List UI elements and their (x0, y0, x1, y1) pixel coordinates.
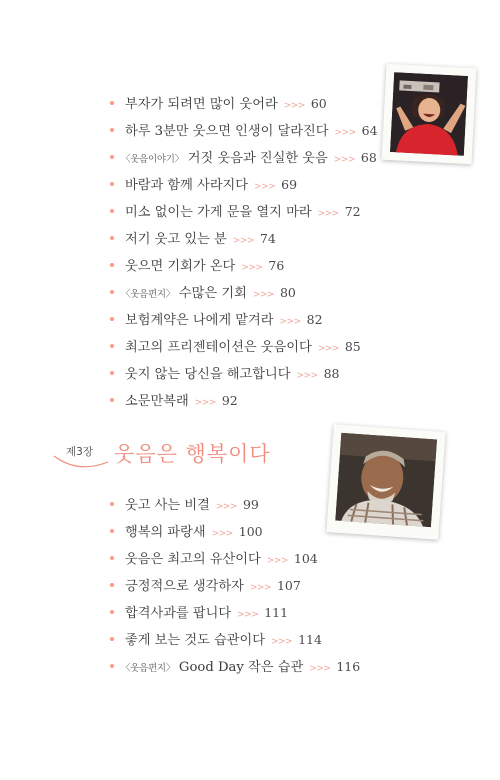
toc-item-prefix: 〈웃음편지〉 (121, 663, 175, 674)
toc-item-prefix: 〈웃음이야기〉 (121, 154, 184, 165)
arrow-icon: >>> (215, 502, 237, 512)
toc-item-page: 76 (268, 258, 285, 273)
toc-item-title: Good Day 작은 습관 (178, 660, 304, 675)
toc-item[interactable] (110, 524, 263, 542)
toc-item-title: 소문만복래 (125, 394, 189, 409)
toc-item-page: 88 (323, 366, 340, 381)
arrow-icon: >>> (237, 610, 259, 620)
toc-item-prefix: 〈웃음편지〉 (121, 289, 175, 300)
toc-item-page: 99 (242, 497, 259, 512)
bullet-icon (110, 556, 114, 560)
arrow-icon: >>> (266, 556, 288, 566)
arrow-icon: >>> (333, 155, 355, 165)
chapter-number: 제3장 (66, 446, 93, 458)
arrow-icon: >>> (252, 290, 274, 300)
arrow-icon: >>> (317, 209, 339, 219)
toc-item-title: 부자가 되려면 많이 웃어라 (125, 97, 278, 112)
bullet-icon (110, 529, 114, 533)
bullet-icon (110, 502, 114, 506)
arrow-icon: >>> (211, 529, 233, 539)
arrow-icon: >>> (309, 664, 331, 674)
toc-item-page: 116 (336, 659, 361, 674)
arrow-icon: >>> (283, 101, 305, 111)
arrow-icon: >>> (254, 182, 276, 192)
toc-item[interactable] (110, 497, 259, 515)
toc-item-page: 85 (344, 339, 361, 354)
toc-item-page: 72 (344, 204, 361, 219)
toc-item-title: 웃지 않는 당신을 해고합니다 (125, 367, 291, 382)
arrow-icon: >>> (317, 344, 339, 354)
toc-item-title: 하루 3분만 웃으면 인생이 달라진다 (125, 124, 329, 139)
toc-item-title: 합격사과를 팝니다 (125, 606, 232, 621)
bullet-icon (110, 637, 114, 641)
bullet-icon (110, 610, 114, 614)
toc-item-title: 수많은 기회 (178, 286, 247, 301)
arrow-icon: >>> (270, 637, 293, 647)
arrow-icon: >>> (241, 263, 263, 273)
toc-item-page: 107 (276, 578, 301, 593)
toc-item[interactable] (110, 605, 288, 623)
toc-item-page: 68 (360, 150, 377, 165)
arrow-icon: >>> (334, 128, 356, 138)
toc-item-title: 웃으면 기회가 온다 (125, 259, 236, 274)
toc-item-page: 82 (306, 312, 323, 327)
bullet-icon (110, 583, 114, 587)
toc-item-title: 저기 웃고 있는 분 (125, 232, 227, 247)
toc-item-title: 최고의 프리젠테이션은 웃음이다 (125, 340, 312, 355)
arrow-icon: >>> (296, 371, 318, 381)
toc-item-title: 행복의 파랑새 (125, 525, 206, 540)
toc-item[interactable] (110, 578, 301, 596)
toc-item-title: 웃음은 최고의 유산이다 (125, 552, 261, 567)
toc-item-page: 74 (259, 231, 276, 246)
arrow-icon: >>> (194, 398, 216, 408)
toc-item[interactable] (110, 659, 360, 677)
toc-item-title: 긍정적으로 생각하자 (125, 579, 244, 594)
chapter-title: 웃음은 행복이다 (114, 442, 271, 466)
toc-item-page: 92 (221, 393, 238, 408)
arrow-icon: >>> (249, 583, 271, 593)
arrow-icon: >>> (279, 317, 301, 327)
toc-item-title: 거짓 웃음과 진실한 웃음 (187, 151, 328, 166)
toc-item-title: 보험계약은 나에게 맡겨라 (125, 313, 274, 328)
laughing-woman-image (390, 72, 468, 156)
toc-item-page: 64 (361, 123, 378, 138)
toc-item-page: 69 (281, 177, 298, 192)
laughing-man-photo (326, 424, 445, 540)
toc-item-page: 60 (310, 96, 327, 111)
toc-item-title: 웃고 사는 비결 (125, 498, 210, 513)
bullet-icon (110, 664, 114, 668)
arrow-icon: >>> (232, 236, 254, 246)
toc-item-page: 114 (298, 632, 322, 647)
toc-item-page: 111 (264, 605, 289, 620)
toc-item-page: 100 (238, 524, 263, 539)
toc-item[interactable] (110, 551, 318, 569)
toc-item-page: 80 (279, 285, 296, 300)
toc-item-title: 바람과 함께 사라지다 (125, 178, 249, 193)
laughing-man-image (335, 433, 437, 527)
toc-item-title: 미소 없이는 가게 문을 열지 마라 (125, 205, 312, 220)
toc-item[interactable] (110, 632, 322, 650)
toc-item-page: 104 (293, 551, 318, 566)
laughing-woman-photo (382, 64, 477, 165)
toc-item-title: 좋게 보는 것도 습관이다 (125, 633, 265, 648)
